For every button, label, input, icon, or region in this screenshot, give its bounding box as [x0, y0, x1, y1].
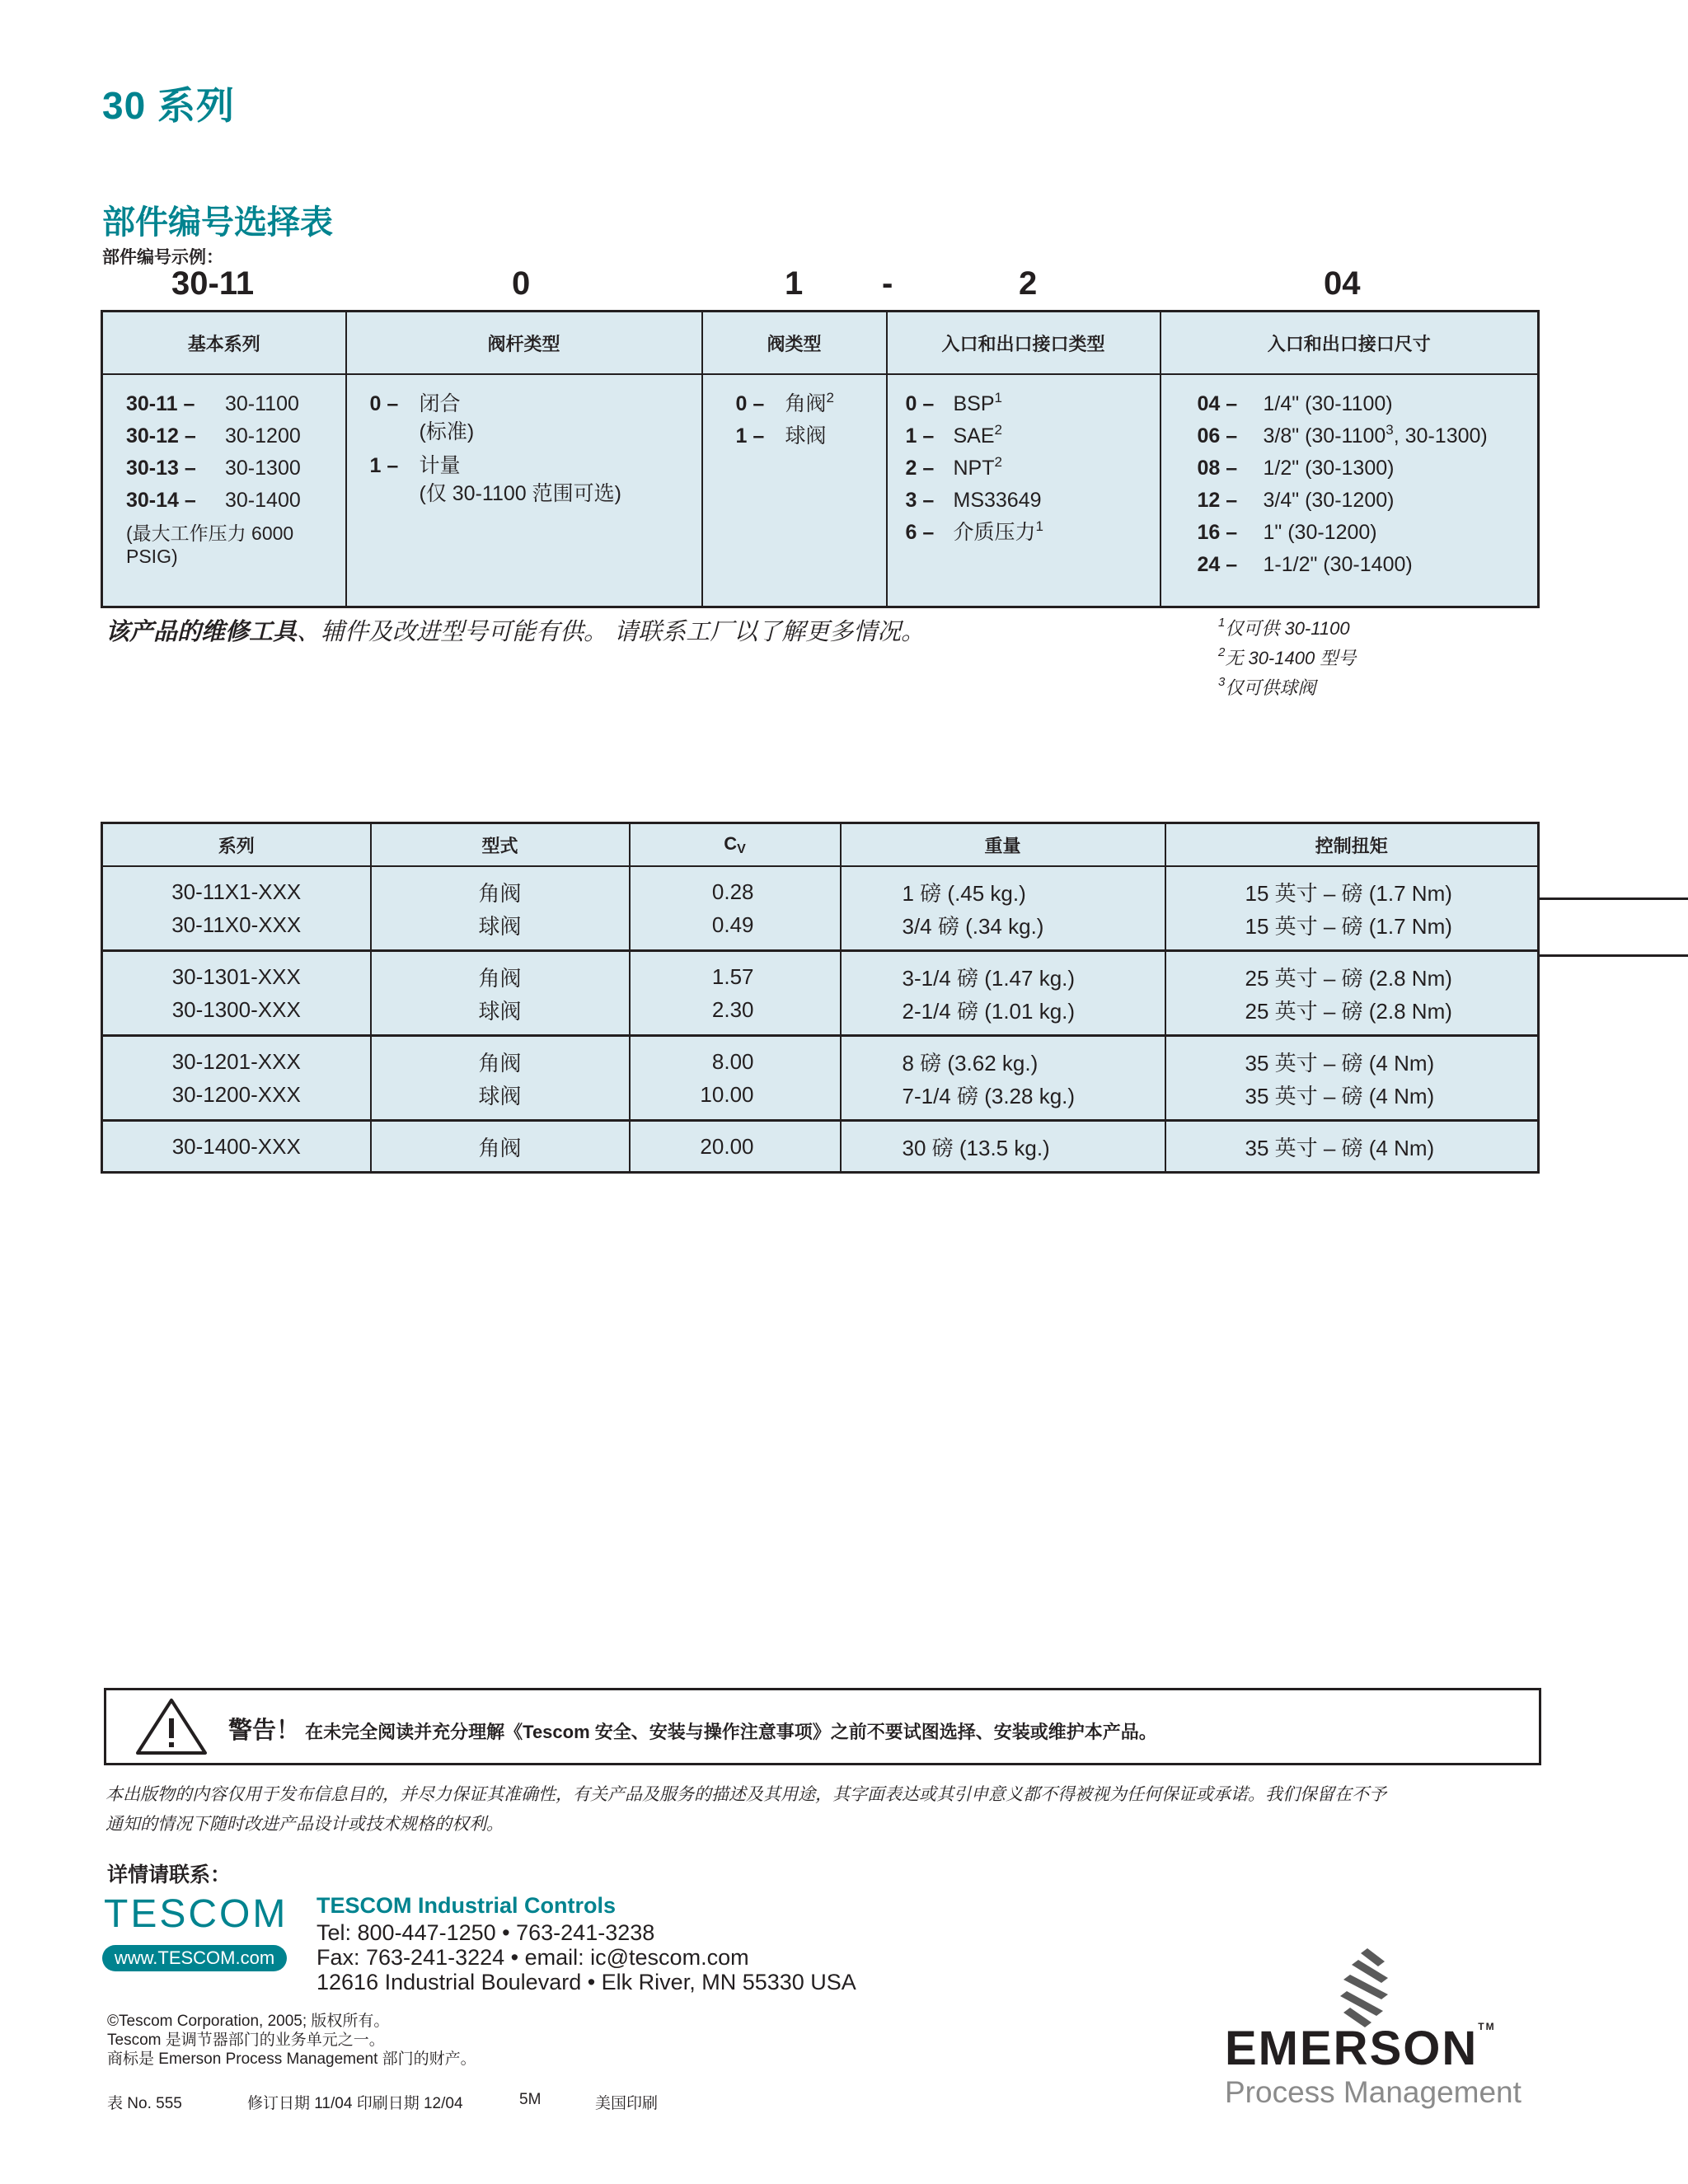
warning-box	[104, 1688, 1541, 1765]
header-torque: 控制扭矩	[1165, 823, 1539, 867]
page-title	[102, 76, 235, 130]
series-title: 30 系列	[102, 84, 235, 127]
example-part-stem: 0	[512, 265, 531, 302]
table-row: 30-1201-XXX 角阀 8.00 8 磅 (3.62 kg.) 35 英寸 – 磅 (4 Nm)	[102, 1036, 1539, 1079]
list-item: 1 – SAE$^2$	[905, 422, 1002, 448]
stem-type-cell	[346, 374, 702, 607]
copyright-line: Tescom 是调节器部门的业务单元之一。	[107, 2032, 385, 2049]
port-size-cell	[1160, 374, 1539, 607]
emerson-logo: EMERSON™	[1225, 2021, 1496, 2075]
sheet-number: 表 No. 555	[107, 2095, 182, 2112]
list-item: 0 – BSP$^1$	[905, 390, 1002, 415]
list-item: 30-13 – 30-1300	[126, 457, 301, 480]
specifications-table	[101, 822, 1540, 1174]
part-number-selection-table	[101, 310, 1540, 608]
example-part-dash: -	[882, 265, 893, 302]
printed-in: 美国印刷	[595, 2095, 659, 2112]
list-item: 0 – 角阀$^2$	[735, 390, 834, 415]
list-item: 6 – 介质压力$^1$	[905, 518, 1043, 544]
port-type-cell	[887, 374, 1160, 607]
list-item: 12 – 3/4" (30-1200)	[1197, 489, 1395, 512]
header-weight: 重量	[841, 823, 1165, 867]
list-item: 2 – NPT$^2$	[905, 454, 1002, 480]
list-item-note: (标准)	[419, 420, 475, 443]
copyright-line: ©Tescom Corporation, 2005; 版权所有。	[107, 2013, 390, 2030]
revision-dates: 修订日期 11/04 印刷日期 12/04	[247, 2095, 463, 2112]
list-item: 1 – 球阀	[735, 424, 827, 448]
fax-email-line: Fax: 763-241-3224 • email: ic@tescom.com	[316, 1945, 749, 1970]
list-item: 06 – 3/8" (30-1100$^3$, 30-1300)	[1197, 422, 1488, 448]
header-stem-type: 阀杆类型	[346, 312, 702, 375]
example-part-port-type: 2	[1019, 265, 1038, 302]
example-label: 部件编号示例：	[102, 248, 223, 267]
list-item: 04 – 1/4" (30-1100)	[1197, 392, 1393, 415]
section-title: 部件编号选择表	[102, 204, 333, 241]
list-item: 16 – 1" (30-1200)	[1197, 521, 1377, 544]
tescom-logo: TESCOM	[104, 1892, 288, 1936]
table-row: 30-1300-XXX 球阀 2.30 2-1/4 磅 (1.01 kg.) 25 英寸 – 磅 (2.8 Nm)	[102, 993, 1539, 1036]
list-item: 1 – 计量	[369, 454, 461, 477]
table-row: 30-1400-XXX 角阀 20.00 30 磅 (13.5 kg.) 35 英寸 – 磅 (4 Nm)	[102, 1121, 1539, 1173]
service-kits-note: 该产品的维修工具、辅件及改进型号可能有供。 请联系工厂以了解更多情况。	[106, 619, 926, 645]
header-series: 系列	[102, 823, 371, 867]
pressure-note: (最大工作压力 6000	[126, 523, 294, 544]
footnote: $^3$仅可供球阀	[1218, 675, 1316, 698]
print-quantity: 5M	[519, 2091, 542, 2108]
basic-series-cell	[102, 374, 346, 607]
valve-type-cell	[702, 374, 887, 607]
header-basic-series: 基本系列	[102, 312, 346, 375]
list-item: 30-14 – 30-1400	[126, 489, 301, 512]
warning-text: 警告！ 在未完全阅读并充分理解《Tescom 安全、安装与操作注意事项》之前不要试图选择、安装或维护本产品。	[228, 1718, 1157, 1744]
pressure-note-unit: PSIG)	[126, 546, 178, 567]
list-item: 24 – 1-1/2" (30-1400)	[1197, 553, 1413, 576]
header-port-size: 入口和出口接口尺寸	[1160, 312, 1539, 375]
table-row: 30-1200-XXX 球阀 10.00 7-1/4 磅 (3.28 kg.) 35 英寸 – 磅 (4 Nm)	[102, 1078, 1539, 1121]
list-item: 3 – MS33649	[905, 489, 1042, 512]
process-management-label: Process Management	[1225, 2075, 1522, 2109]
table-row: 30-11X0-XXX 球阀 0.49 3/4 磅 (.34 kg.) 15 英寸 – 磅 (1.7 Nm)	[102, 908, 1539, 951]
copyright-line: 商标是 Emerson Process Management 部门的财产。	[107, 2050, 476, 2068]
table-row: 30-1301-XXX 角阀 1.57 3-1/4 磅 (1.47 kg.) 25 英寸 – 磅 (2.8 Nm)	[102, 951, 1539, 994]
list-item: 30-12 – 30-1200	[126, 424, 301, 448]
emerson-emblem-icon	[1339, 1948, 1396, 2031]
list-item: 08 – 1/2" (30-1300)	[1197, 457, 1395, 480]
example-part-series: 30-11	[171, 265, 255, 302]
company-name: TESCOM Industrial Controls	[316, 1893, 617, 1918]
footnote: $^1$仅可供 30-1100	[1218, 616, 1350, 639]
table-row: 30-11X1-XXX 角阀 0.28 1 磅 (.45 kg.) 15 英寸 – 磅 (1.7 Nm)	[102, 866, 1539, 908]
list-item: 0 – 闭合	[369, 392, 461, 415]
contact-label: 详情请联系：	[107, 1863, 232, 1886]
list-item: 30-11 – 30-1100	[126, 392, 299, 415]
example-part-valve: 1	[785, 265, 804, 302]
header-cv: CV	[630, 823, 841, 867]
warning-triangle-icon	[134, 1697, 209, 1756]
website-link[interactable]: www.TESCOM.com	[102, 1945, 287, 1971]
disclaimer: 本出版物的内容仅用于发布信息目的，并尽力保证其准确性，有关产品及服务的描述及其用途，其字面表达或其引申意义都不得被视为任何保证或承诺。我们保留在不予 通知的情况下随时改进产品设计或技术规格的权利。	[106, 1785, 1386, 1834]
header-type: 型式	[371, 823, 630, 867]
footnote: $^2$无 30-1400 型号	[1218, 645, 1357, 668]
phone-line: Tel: 800-447-1250 • 763-241-3238	[316, 1920, 655, 1945]
address-line: 12616 Industrial Boulevard • Elk River, MN 55330 USA	[316, 1970, 856, 1994]
list-item-note: (仅 30-1100 范围可选)	[419, 482, 621, 505]
header-valve-type: 阀类型	[702, 312, 887, 375]
example-part-port-size: 04	[1324, 265, 1361, 302]
header-port-type: 入口和出口接口类型	[887, 312, 1160, 375]
